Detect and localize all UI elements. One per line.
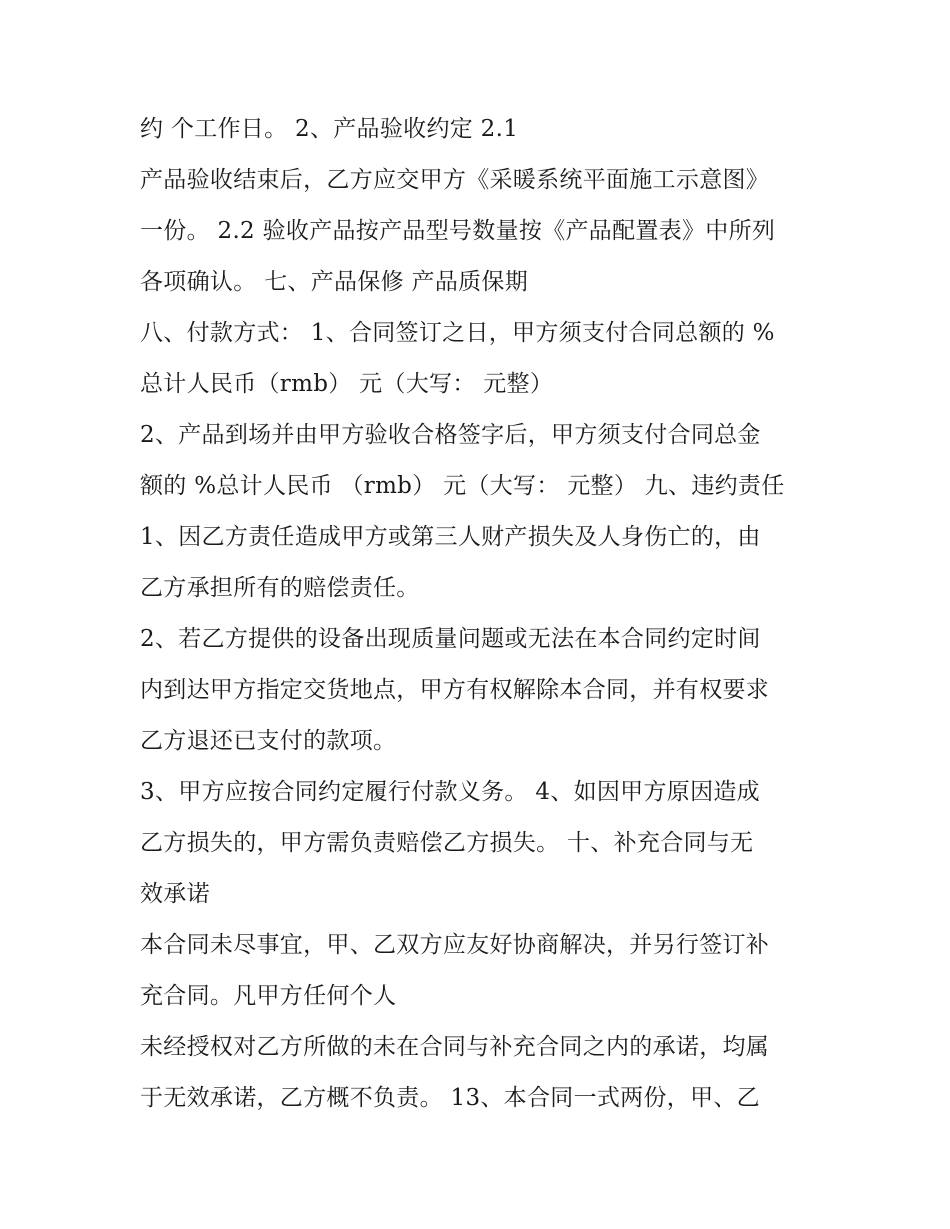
text-line: 3、甲方应按合同约定履行付款义务。 4、如因甲方原因造成 bbox=[140, 779, 760, 805]
text-line: 本合同未尽事宜，甲、乙双方应友好协商解决，并另行签订补 bbox=[140, 932, 770, 958]
text-line: 于无效承诺，乙方概不负责。 13、本合同一式两份，甲、乙 bbox=[140, 1085, 760, 1111]
text-line: 产品验收结束后，乙方应交甲方《采暖系统平面施工示意图》 bbox=[140, 167, 770, 193]
text-line: 乙方承担所有的赔偿责任。 bbox=[140, 575, 420, 601]
document-body bbox=[140, 104, 840, 1124]
text-line: 约 个工作日。 2、产品验收约定 2.1 bbox=[140, 116, 519, 142]
text-line: 各项确认。 七、产品保修 产品质保期 bbox=[140, 269, 529, 295]
text-line: 未经授权对乙方所做的未在合同与补充合同之内的承诺，均属 bbox=[140, 1034, 770, 1060]
text-line: 一份。 2.2 验收产品按产品型号数量按《产品配置表》中所列 bbox=[140, 218, 776, 244]
text-line: 1、因乙方责任造成甲方或第三人财产损失及人身伤亡的，由 bbox=[140, 524, 761, 550]
text-line: 总计人民币（rmb） 元（大写： 元整） bbox=[140, 371, 554, 397]
text-line: 2、产品到场并由甲方验收合格签字后，甲方须支付合同总金 bbox=[140, 422, 761, 448]
text-line: 充合同。凡甲方任何个人 bbox=[140, 983, 397, 1009]
text-line: 额的 %总计人民币 （rmb） 元（大写： 元整） 九、违约责任 bbox=[140, 473, 785, 499]
text-line: 内到达甲方指定交货地点，甲方有权解除本合同，并有权要求 bbox=[140, 677, 770, 703]
text-line: 乙方损失的，甲方需负责赔偿乙方损失。 十、补充合同与无 bbox=[140, 830, 754, 856]
text-line: 效承诺 bbox=[140, 881, 210, 907]
text-line: 2、若乙方提供的设备出现质量问题或无法在本合同约定时间 bbox=[140, 626, 761, 652]
text-line: 八、付款方式： 1、合同签订之日，甲方须支付合同总额的 % bbox=[140, 320, 775, 346]
text-line: 乙方退还已支付的款项。 bbox=[140, 728, 397, 754]
